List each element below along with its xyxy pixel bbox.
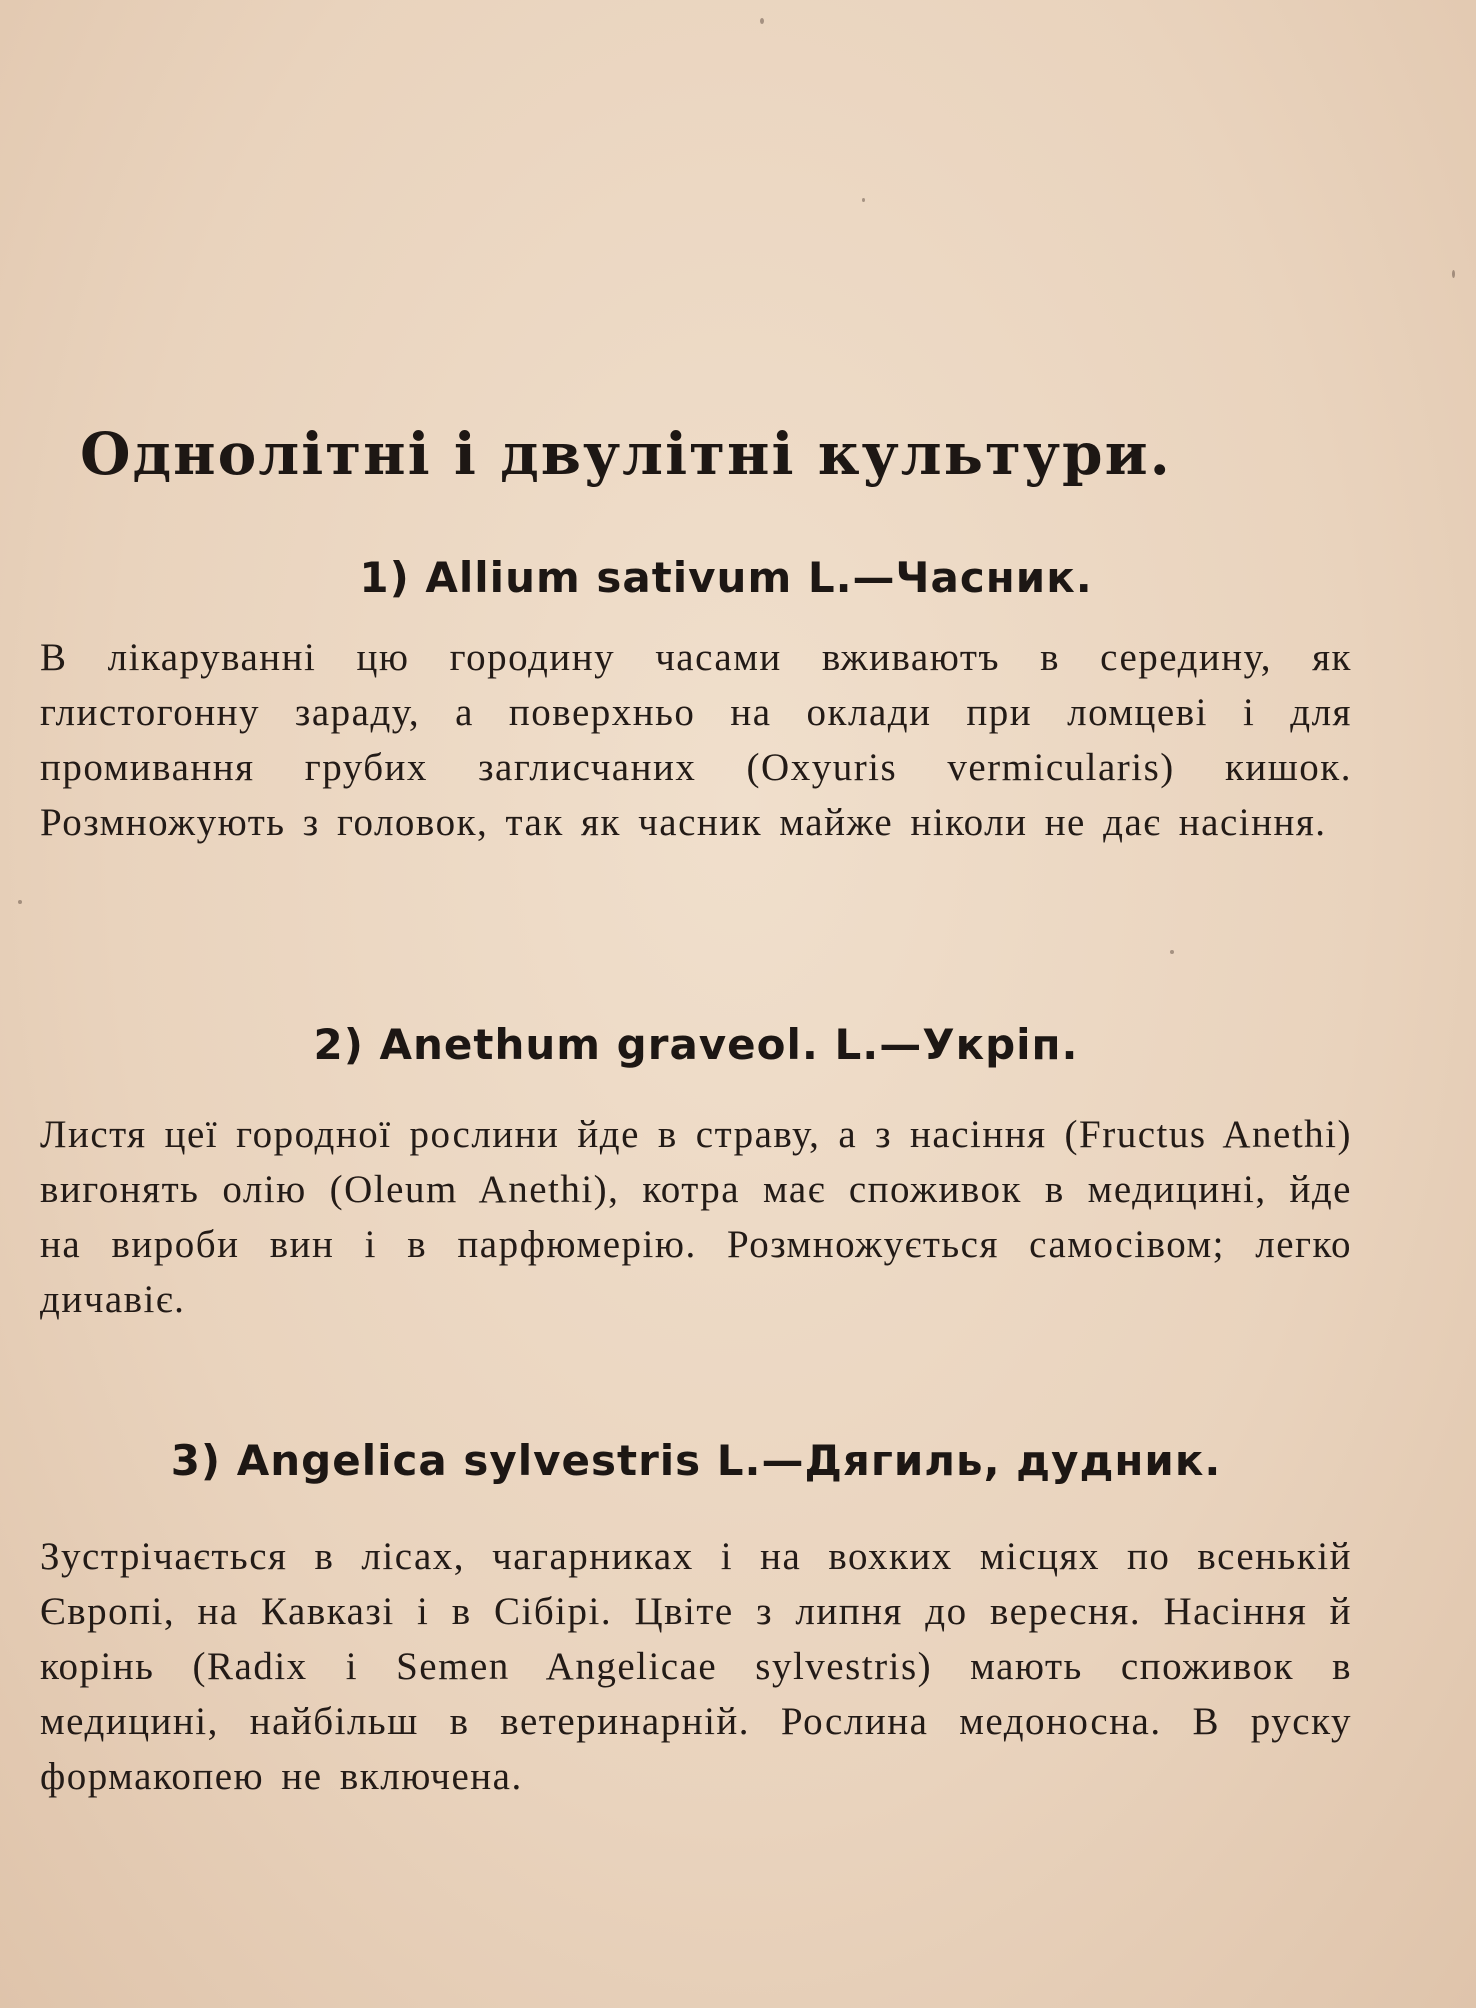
section-allium bbox=[40, 548, 1352, 850]
paper-speck bbox=[1452, 270, 1455, 278]
section-heading: 3) Angelica sylvestris L.—Дягиль, дудник. bbox=[170, 1436, 1222, 1485]
section-heading: 1) Allium sativum L.—Часник. bbox=[359, 553, 1093, 602]
paper-speck bbox=[760, 18, 764, 24]
section-anethum bbox=[40, 1015, 1352, 1327]
section-body: Листя цеї городної рослини йде в страву, а з насіння (Fructus Anethi) вигонять олію (Oleum Anethi), котра має споживок в медицині, йде на вироби вин і в парфюмерію. Розмножується самосівом; легко дичавіє. bbox=[40, 1113, 1352, 1321]
paper-speck bbox=[862, 198, 865, 202]
section-body: Зустрічається в лісах, чагарниках і на вохких місцях по всенькій Європі, на Кавказі і в Сібірі. Цвіте з липня до вересня. Насіння й корінь (Radix і Semen Angelicae sylvestris) мають споживок в медицині, найбільш в ветеринарній. Рослина медоносна. В руску формакопею не включена. bbox=[40, 1535, 1352, 1798]
page-title: Однолітні і двулітні культури. bbox=[80, 420, 1172, 488]
paper-speck bbox=[18, 900, 22, 904]
section-angelica bbox=[40, 1431, 1352, 1804]
section-body: В лікаруванні цю городину часами вживаютъ в середину, як глистогонну зараду, а поверхньо на оклади при ломцеві і для промивання грубих заглисчаних (Oxyuris vermicularis) кишок. Розмножують з головок, так як часник майже ніколи не дає насіння. bbox=[40, 636, 1352, 844]
paper-speck bbox=[1170, 950, 1174, 954]
section-heading: 2) Anethum graveol. L.—Укріп. bbox=[313, 1020, 1079, 1069]
